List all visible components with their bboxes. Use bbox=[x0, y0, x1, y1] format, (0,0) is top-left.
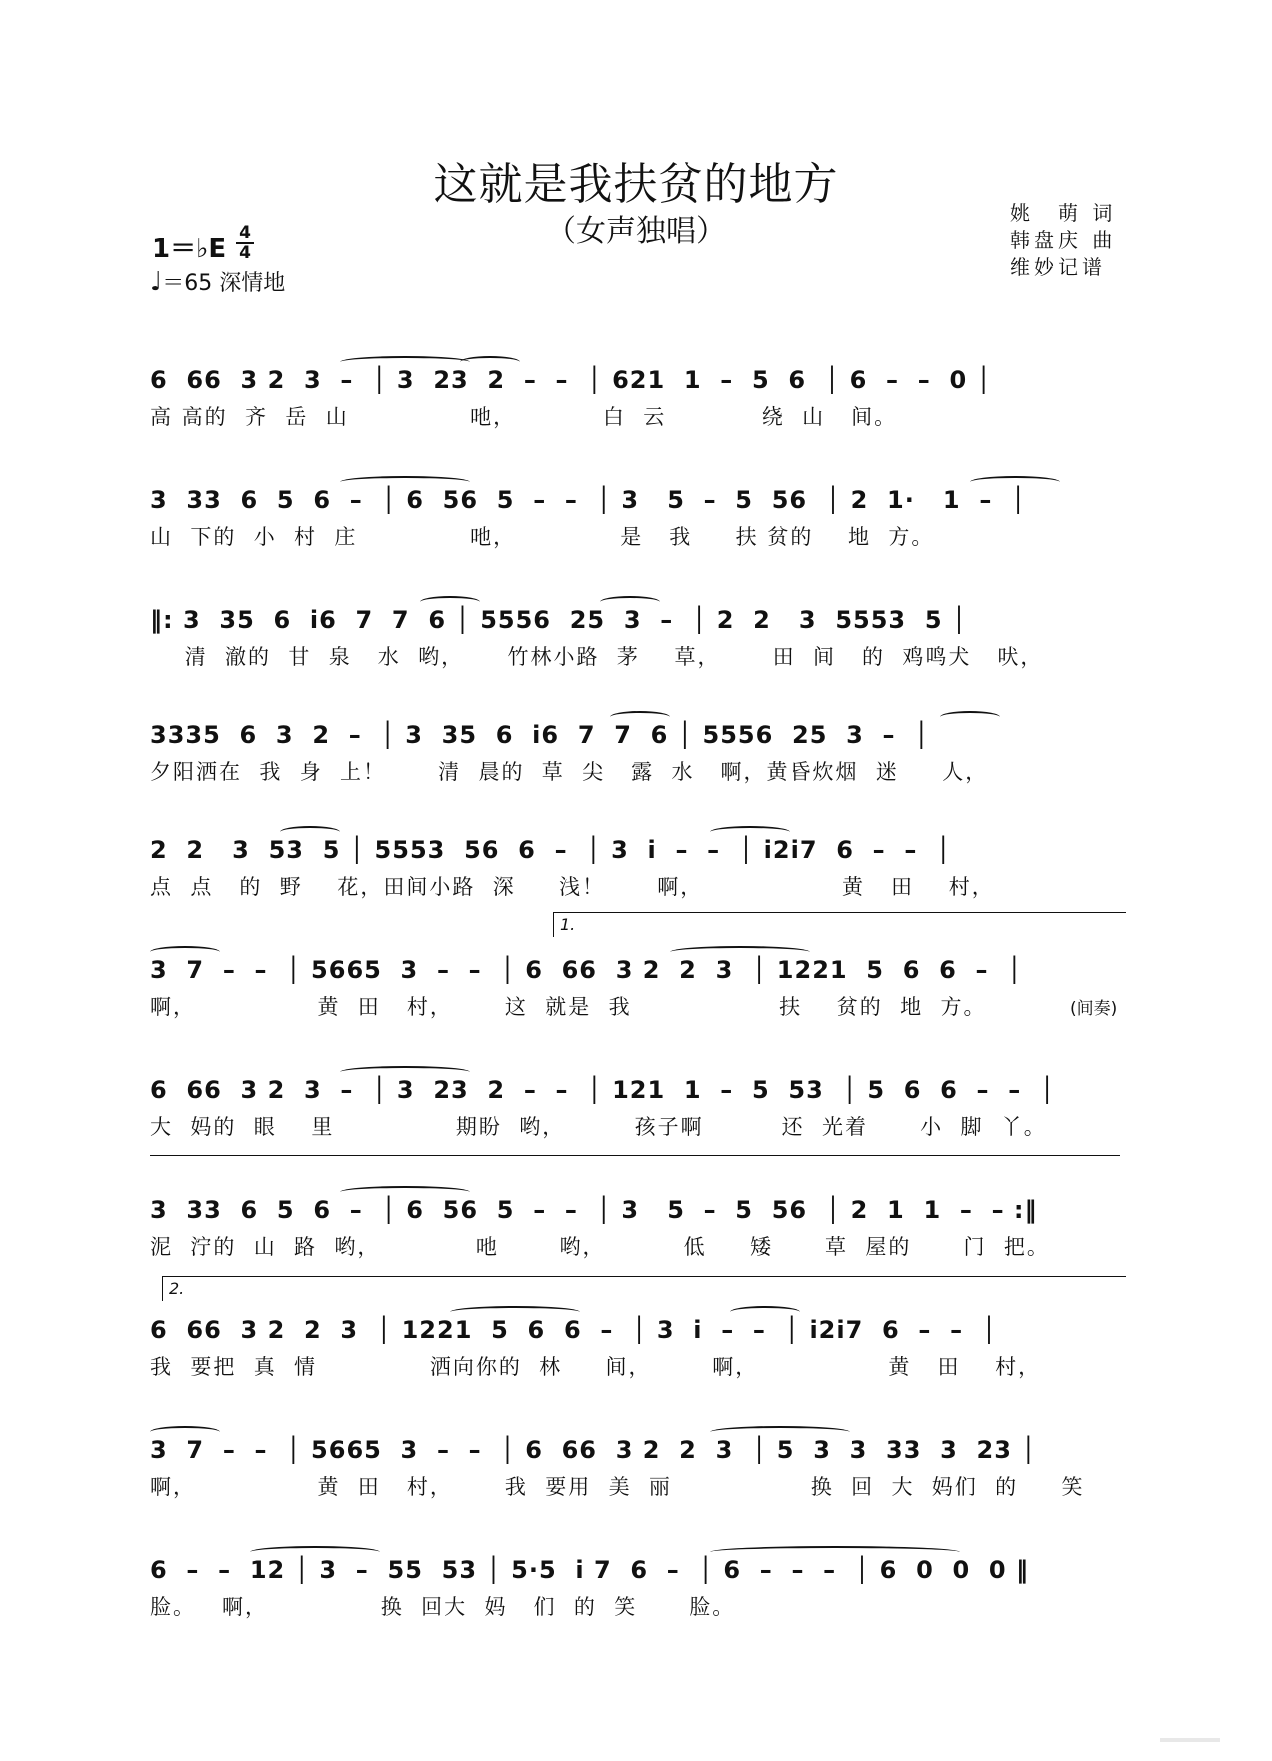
notes-line: 6 66 3 2 3 – │ 3 23 2 – – │ 121 1 – 5 53 │ 5 6 6 – – │ bbox=[150, 1076, 1056, 1104]
notes-line: 6 66 3 2 3 – │ 3 23 2 – – │ 621 1 – 5 6 │ 6 – – 0 │ bbox=[150, 366, 992, 394]
lyrics-line: 夕阳洒在 我 身 上！ 清 晨的 草 尖 露 水 啊，黄昏炊烟 迷 人， bbox=[150, 760, 989, 784]
slur bbox=[450, 1306, 580, 1318]
lyrics-line: 高 高的 齐 岳 山 吔， 白 云 绕 山 间。 bbox=[150, 405, 898, 429]
slur bbox=[150, 1426, 220, 1438]
lyrics-line: 清 澈的 甘 泉 水 哟， 竹林小路 茅 草， 田 间 的 鸡鸣犬 吠， bbox=[150, 645, 1044, 669]
slur bbox=[280, 826, 340, 838]
lyrics-line: 泥 泞的 山 路 哟， 吔 哟， 低 矮 草 屋的 门 把。 bbox=[150, 1235, 1050, 1259]
notes-line: 6 – – 12 │ 3 – 55 53 │ 5·5 i 7 6 – │ 6 – – – │ 6 0 0 0 ‖ bbox=[150, 1556, 1029, 1584]
slur bbox=[610, 711, 670, 723]
slur bbox=[460, 356, 520, 368]
credits bbox=[1010, 200, 1116, 281]
volta-1-label: 1. bbox=[560, 915, 576, 934]
time-signature-top: 4 bbox=[239, 223, 251, 243]
score-system-2 bbox=[150, 480, 1125, 580]
second-ending-bracket bbox=[162, 1276, 1126, 1301]
score-system-10 bbox=[150, 1430, 1125, 1530]
slur bbox=[940, 711, 1000, 723]
score-system-4 bbox=[150, 715, 1125, 815]
slur bbox=[710, 1426, 850, 1438]
notes-line: 3 33 6 5 6 – │ 6 56 5 – – │ 3 5 – 5 56 │ 2 1· 1 – │ bbox=[150, 486, 1027, 514]
notes-line: 3 33 6 5 6 – │ 6 56 5 – – │ 3 5 – 5 56 │ 2 1 1 – – :‖ bbox=[150, 1196, 1038, 1224]
score-system-8 bbox=[150, 1190, 1125, 1290]
time-signature-bottom: 4 bbox=[239, 243, 251, 263]
score-system-6 bbox=[150, 950, 1125, 1050]
notes-line: 3 7 – – │ 5665 3 – – │ 6 66 3 2 2 3 │ 5 3 3 33 3 23 │ bbox=[150, 1436, 1037, 1464]
quarter-note-icon: ♩ bbox=[150, 267, 163, 297]
transcriber-credit: 维妙记谱 bbox=[1010, 255, 1106, 279]
slur bbox=[340, 476, 470, 488]
score-system-11 bbox=[150, 1550, 1125, 1650]
notes-line: ‖: 3 35 6 i6 7 7 6 │ 5556 25 3 – │ 2 2 3 5553 5 │ bbox=[150, 606, 968, 634]
lyricist-credit: 姚 萌 词 bbox=[1010, 201, 1117, 225]
slur bbox=[710, 826, 790, 838]
lyrics-line: 啊， 黄 田 村， 这 就是 我 扶 贫的 地 方。 bbox=[150, 995, 987, 1019]
first-ending-bracket bbox=[553, 912, 1126, 937]
interlude-mark: (间奏) bbox=[1070, 999, 1118, 1019]
slur bbox=[970, 476, 1060, 488]
slur bbox=[730, 1306, 800, 1318]
slur bbox=[600, 596, 660, 608]
song-title: 这就是我扶贫的地方 bbox=[433, 159, 839, 210]
lyrics-line: 大 妈的 眼 里 期盼 哟， 孩子啊 还 光着 小 脚 丫。 bbox=[150, 1115, 1047, 1139]
score-system-3 bbox=[150, 600, 1125, 700]
notes-line: 3 7 – – │ 5665 3 – – │ 6 66 3 2 2 3 │ 1221 5 6 6 – │ bbox=[150, 956, 1023, 984]
lyrics-line: 脸。 啊， 换 回大 妈 们 的 笑 脸。 bbox=[150, 1595, 736, 1619]
tempo-expression: 深情地 bbox=[219, 271, 286, 296]
time-signature bbox=[236, 224, 254, 262]
repeat-bracket-line bbox=[150, 1155, 1120, 1166]
slur bbox=[420, 596, 480, 608]
lyrics-line: 点 点 的 野 花，田间小路 深 浅！ 啊， 黄 田 村， bbox=[150, 875, 995, 899]
slur bbox=[670, 946, 810, 958]
tempo-value: ＝65 bbox=[162, 271, 213, 296]
lyrics-line: 啊， 黄 田 村， 我 要用 美 丽 换 回 大 妈们 的 笑 bbox=[150, 1475, 1085, 1499]
lyrics-line: 山 下的 小 村 庄 吔， 是 我 扶 贫的 地 方。 bbox=[150, 525, 935, 549]
watermark-strip bbox=[1160, 1738, 1220, 1742]
slur bbox=[340, 356, 470, 368]
key-signature: 1＝♭E bbox=[152, 234, 227, 264]
slur bbox=[150, 946, 220, 958]
tempo-marking bbox=[150, 266, 285, 297]
slur bbox=[250, 1546, 380, 1558]
notes-line: 6 66 3 2 2 3 │ 1221 5 6 6 – │ 3 i – – │ i2i7 6 – – │ bbox=[150, 1316, 998, 1344]
composer-credit: 韩盘庆 曲 bbox=[1010, 228, 1117, 252]
notes-line: 2 2 3 53 5 │ 5553 56 6 – │ 3 i – – │ i2i7 6 – – │ bbox=[150, 836, 952, 864]
slur bbox=[340, 1186, 470, 1198]
song-subtitle: （女声独唱） bbox=[546, 214, 726, 249]
score-system-9 bbox=[150, 1310, 1125, 1410]
lyrics-line: 我 要把 真 情 洒向你的 林 间， 啊， 黄 田 村， bbox=[150, 1355, 1042, 1379]
volta-2-label: 2. bbox=[169, 1279, 185, 1298]
slur bbox=[710, 1546, 960, 1558]
notes-line: 3335 6 3 2 – │ 3 35 6 i6 7 7 6 │ 5556 25 3 – │ bbox=[150, 721, 930, 749]
slur bbox=[340, 1066, 470, 1078]
score-system-1 bbox=[150, 360, 1125, 460]
